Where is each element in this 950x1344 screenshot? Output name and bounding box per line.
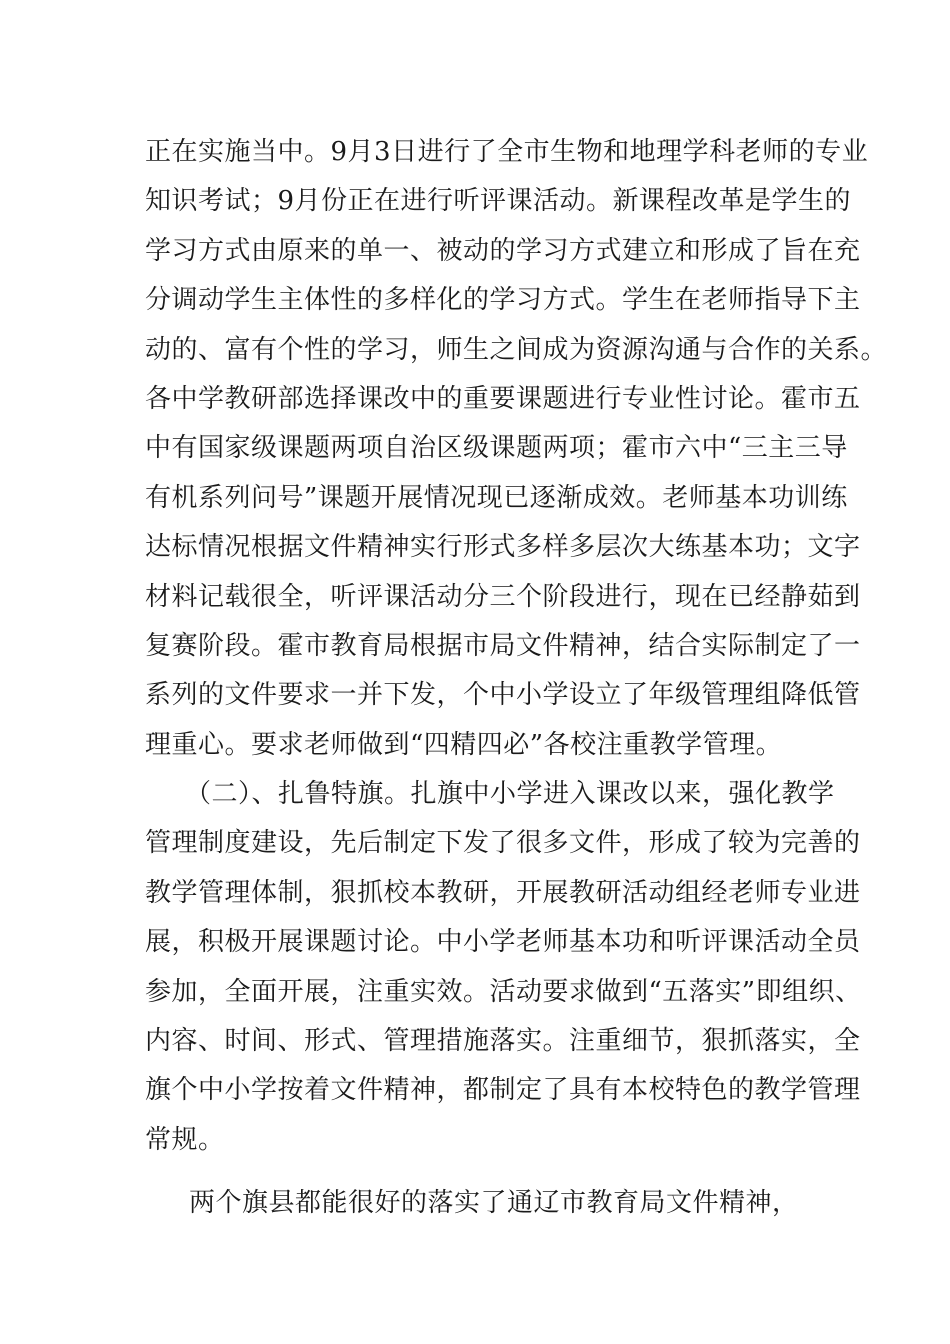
text-line: 旗个中小学按着文件精神，都制定了具有本校特色的教学管理 — [145, 1075, 861, 1106]
text-line: 展，积极开展课题讨论。中小学老师基本功和听评课活动全员 — [145, 927, 861, 958]
text-line: 理重心。要求老师做到“四精四必”各校注重教学管理。 — [145, 729, 783, 760]
text-line: 知识考试；9月份正在进行听评课活动。新课程改革是学生的 — [145, 186, 852, 217]
text-line: 管理制度建设，先后制定下发了很多文件，形成了较为完善的 — [145, 828, 861, 859]
text-line: 参加，全面开展，注重实效。活动要求做到“五落实”即组织、 — [145, 976, 862, 1007]
body-text — [145, 128, 888, 1229]
text-line: 内容、时间、形式、管理措施落实。注重细节，狠抓落实，全 — [145, 1026, 861, 1057]
text-line: 分调动学生主体性的多样化的学习方式。学生在老师指导下主 — [145, 285, 861, 316]
paragraph-gap — [145, 1165, 825, 1179]
text-line: 中有国家级课题两项自治区级课题两项；霍市六中“三主三导 — [145, 433, 848, 464]
text-line: 学习方式由原来的单一、被动的学习方式建立和形成了旨在充 — [145, 235, 861, 266]
text-line: 动的、富有个性的学习，师生之间成为资源沟通与合作的关系。 — [145, 334, 888, 365]
section-heading-line: （二）、扎鲁特旗。扎旗中小学进入课改以来，强化教学 — [185, 779, 835, 810]
text-line: 系列的文件要求一并下发，个中小学设立了年级管理组降低管 — [145, 680, 861, 711]
text-line: 正在实施当中。9月3日进行了全市生物和地理学科老师的专业 — [145, 137, 869, 167]
text-line: 达标情况根据文件精神实行形式多样多层次大练基本功；文字 — [145, 532, 861, 563]
text-line: 常规。 — [145, 1124, 225, 1155]
text-line: 材料记载很全，听评课活动分三个阶段进行，现在已经静茹到 — [145, 581, 861, 612]
text-line: 复赛阶段。霍市教育局根据市局文件精神，结合实际制定了一 — [145, 630, 861, 661]
text-line: 有机系列问号”课题开展情况现已逐渐成效。老师基本功训练 — [145, 482, 848, 513]
text-line: 各中学教研部选择课改中的重要课题进行专业性讨论。霍市五 — [145, 383, 861, 414]
text-line: 教学管理体制，狠抓校本教研，开展教研活动组经老师专业进 — [145, 877, 861, 908]
paragraph-start-line: 两个旗县都能很好的落实了通辽市教育局文件精神， — [189, 1188, 799, 1219]
